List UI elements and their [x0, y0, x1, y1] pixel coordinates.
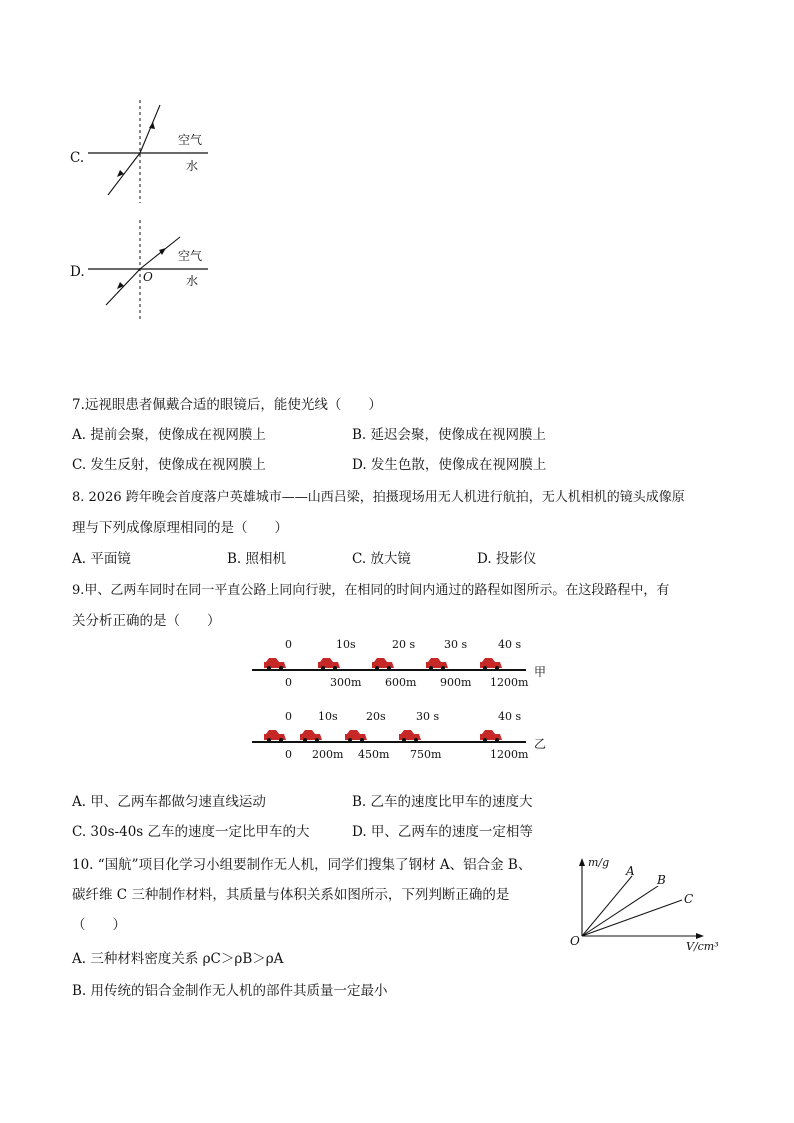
figure-d-option-label: D.	[70, 264, 85, 280]
figure-d-bottom-medium: 水	[186, 274, 199, 288]
car-icon	[264, 658, 286, 670]
yi-time-0: 0	[285, 710, 292, 723]
q7-option-b: B. 延迟会聚，使像成在视网膜上	[352, 427, 547, 443]
jia-time-4: 40 s	[498, 638, 522, 651]
graph-line-c-label: C	[684, 892, 694, 906]
yi-time-1: 10s	[318, 710, 338, 723]
q10-stem-line3: （ ）	[72, 917, 126, 933]
x-axis-arrow	[696, 933, 704, 939]
car-icon	[480, 730, 502, 742]
jia-distance-4: 1200m	[490, 676, 529, 689]
car-icon	[480, 658, 502, 670]
jia-time-0: 0	[285, 638, 292, 651]
q9-stem-line2: 关分析正确的是（ ）	[72, 613, 221, 629]
jia-time-1: 10s	[336, 638, 356, 651]
q10-option-b: B. 用传统的铝合金制作无人机的部件其质量一定最小	[72, 983, 388, 999]
jia-distance-0: 0	[285, 676, 292, 689]
yi-time-3: 30 s	[416, 710, 440, 723]
yi-distance-3: 750m	[410, 748, 442, 761]
car-icon	[426, 658, 448, 670]
yi-distance-4: 1200m	[490, 748, 529, 761]
q9-stem-line1: 9.甲、乙两车同时在同一平直公路上同向行驶，在相同的时间内通过的路程如图所示。在这段路程中，有	[72, 583, 670, 598]
car-icon	[318, 658, 340, 670]
figure-c-top-medium: 空气	[178, 133, 203, 147]
jia-time-2: 20 s	[392, 638, 416, 651]
figure-d-point-o: O	[143, 270, 153, 284]
yi-time-2: 20s	[366, 710, 386, 723]
car-diagram-jia	[250, 636, 560, 696]
jia-distance-1: 300m	[330, 676, 362, 689]
q8-option-c: C. 放大镜	[352, 551, 411, 567]
q8-option-d: D. 投影仪	[477, 551, 537, 567]
graph-line-b-label: B	[657, 873, 666, 887]
figure-c-refracted-ray	[140, 105, 160, 153]
graph-line-a-label: A	[626, 864, 635, 878]
figure-d	[70, 215, 220, 325]
q8-option-a: A. 平面镜	[72, 551, 131, 567]
figure-d-incident-arrow	[117, 282, 124, 289]
yi-distance-0: 0	[285, 748, 292, 761]
car-icon	[264, 730, 286, 742]
y-axis-arrow	[579, 858, 585, 866]
mass-volume-graph	[566, 852, 726, 957]
figure-d-refracted-ray	[140, 237, 180, 269]
yi-time-4: 40 s	[498, 710, 522, 723]
q8-option-b: B. 照相机	[227, 551, 287, 567]
q9-option-d: D. 甲、乙两车的速度一定相等	[352, 824, 533, 840]
jia-time-3: 30 s	[444, 638, 468, 651]
q8-stem-line1: 8. 2026 跨年晚会首度落户英雄城市——山西吕梁，拍摄现场用无人机进行航拍，无人机相机的镜头成像原	[72, 490, 685, 505]
q10-option-a: A. 三种材料密度关系 ρC＞ρB＞ρA	[72, 951, 284, 967]
line-b	[582, 886, 658, 936]
q7-option-a: A. 提前会聚，使像成在视网膜上	[72, 427, 266, 443]
figure-c	[70, 95, 220, 205]
figure-d-top-medium: 空气	[178, 249, 203, 263]
q7-stem: 7.远视眼患者佩戴合适的眼镜后，能使光线（ ）	[72, 397, 382, 413]
q10-stem-line2: 碳纤维 C 三种制作材料，其质量与体积关系如图所示，下列判断正确的是	[72, 887, 510, 903]
figure-d-incident-ray	[106, 269, 140, 305]
car-icon	[300, 730, 322, 742]
figure-c-bottom-medium: 水	[186, 159, 199, 173]
q7-option-c: C. 发生反射，使像成在视网膜上	[72, 457, 266, 473]
jia-label: 甲	[534, 665, 547, 679]
jia-distance-3: 900m	[440, 676, 472, 689]
car-icon	[345, 730, 367, 742]
q8-stem-line2: 理与下列成像原理相同的是（ ）	[72, 520, 288, 536]
figure-c-option-label: C.	[70, 150, 85, 166]
yi-distance-1: 200m	[312, 748, 344, 761]
graph-origin: O	[570, 934, 580, 948]
graph-y-label: m/g	[588, 856, 610, 869]
car-diagram-yi	[250, 708, 560, 768]
car-icon	[372, 658, 394, 670]
q9-option-a: A. 甲、乙两车都做匀速直线运动	[72, 794, 266, 810]
graph-x-label: V/cm³	[686, 940, 719, 953]
jia-distance-2: 600m	[385, 676, 417, 689]
car-icon	[399, 730, 421, 742]
yi-label: 乙	[534, 737, 547, 751]
figure-c-diagram	[70, 95, 220, 205]
figure-d-refracted-arrow	[159, 248, 166, 255]
yi-distance-2: 450m	[358, 748, 390, 761]
q9-option-b: B. 乙车的速度比甲车的速度大	[352, 794, 533, 810]
q9-option-c: C. 30s-40s 乙车的速度一定比甲车的大	[72, 824, 310, 840]
q10-stem-line1: 10. “国航”项目化学习小组要制作无人机，同学们搜集了钢材 A、铝合金 B、	[72, 857, 532, 873]
q7-option-d: D. 发生色散，使像成在视网膜上	[352, 457, 547, 473]
